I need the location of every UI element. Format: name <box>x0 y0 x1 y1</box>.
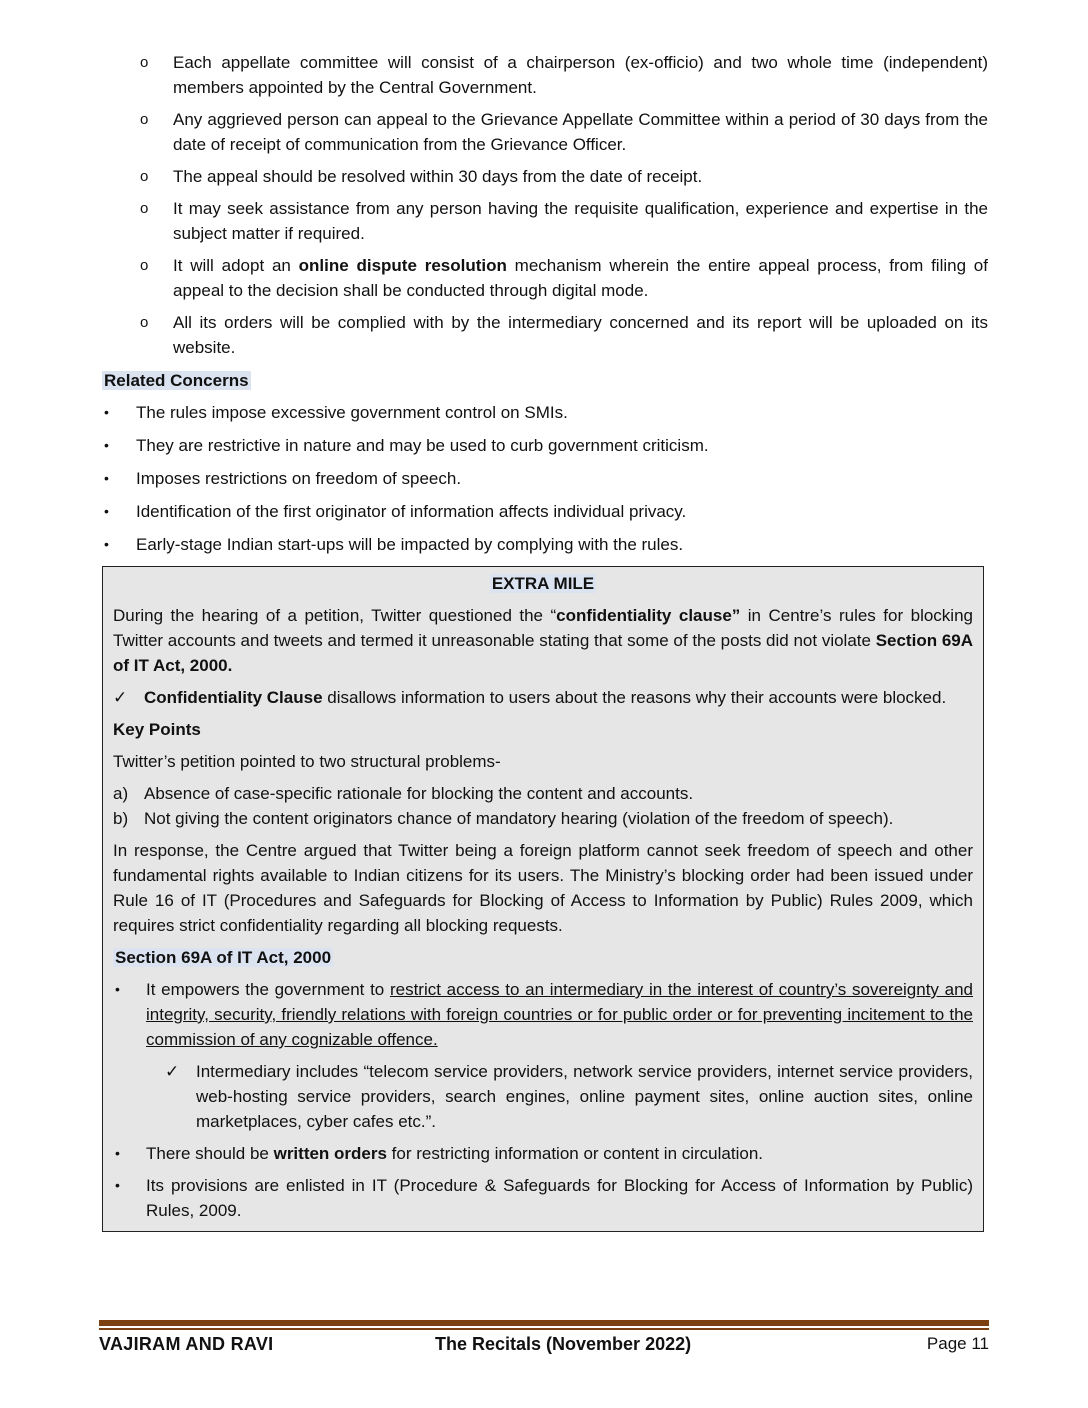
bullet-icon: • <box>104 437 109 453</box>
bullet-icon: • <box>104 404 109 420</box>
list-item: • The rules impose excessive government control on SMIs. <box>102 400 982 425</box>
bullet-icon: • <box>104 503 109 519</box>
section-point: • It empowers the government to restrict access to an intermediary in the interest of country’s sovereignty and integrity, security, friendly relations with foreign countries or for public order or for preventing incitement to the commission of any cognizable offence. <box>113 977 973 1052</box>
page-footer <box>99 1334 989 1358</box>
petition-intro: Twitter’s petition pointed to two structural problems- <box>113 752 501 771</box>
response-paragraph: In response, the Centre argued that Twitter being a foreign platform cannot seek freedom of speech and other fundamental rights available to Indian citizens for its users. The Ministry’s blocking order had been issued under Rule 16 of IT (Procedures and Safeguards for Blocking of Access to Information by Public) Rules 2009, which requires strict confidentiality regarding all blocking requests. <box>113 841 973 935</box>
intro-paragraph: During the hearing of a petition, Twitter questioned the “confidentiality clause” in Centre’s rules for blocking Twitter accounts and tweets and termed it unreasonable stating that some of the posts did not violate Section 69A of IT Act, 2000. <box>113 606 974 675</box>
intermediary-item: ✓ Intermediary includes “telecom service providers, network service providers, internet service providers, web-hosting service providers, search engines, online payment sites, online auction sites, online marketplaces, cyber cafes etc.”. <box>165 1059 973 1134</box>
section-point: • Its provisions are enlisted in IT (Procedure & Safeguards for Blocking for Access of Information by Public) Rules, 2009. <box>113 1173 973 1223</box>
footer-publisher: VAJIRAM AND RAVI <box>99 1334 274 1354</box>
list-item: o All its orders will be complied with by the intermediary concerned and its report will be uploaded on its website. <box>140 310 988 360</box>
list-item: o The appeal should be resolved within 30 days from the date of receipt. <box>140 164 988 189</box>
circle-bullet-icon: o <box>140 314 149 331</box>
list-item: o It will adopt an online dispute resolution mechanism wherein the entire appeal process, from filing of appeal to the decision shall be conducted through digital mode. <box>140 253 988 303</box>
circle-bullet-icon: o <box>140 168 149 185</box>
section-point: • There should be written orders for restricting information or content in circulation. <box>113 1141 973 1166</box>
circle-bullet-icon: o <box>140 111 149 128</box>
page-number: Page 11 <box>926 1334 989 1353</box>
checkmark-icon: ✓ <box>113 688 128 707</box>
circle-bullet-icon: o <box>140 54 149 71</box>
bullet-icon: • <box>115 981 120 997</box>
checkmark-icon: ✓ <box>165 1062 180 1081</box>
list-item: • They are restrictive in nature and may be used to curb government criticism. <box>102 433 982 458</box>
list-item: o It may seek assistance from any person having the requisite qualification, experience and expertise in the subject matter if required. <box>140 196 988 246</box>
list-item: o Any aggrieved person can appeal to the Grievance Appellate Committee within a period of 30 days from the date of receipt of communication from the Grievance Officer. <box>140 107 988 157</box>
problem-item: a) Absence of case-specific rationale for blocking the content and accounts. <box>113 784 694 803</box>
list-item: o Each appellate committee will consist of a chairperson (ex-officio) and two whole time (independent) members appointed by the Central Government. <box>140 50 988 100</box>
footer-publication: The Recitals (November 2022) <box>435 1334 692 1354</box>
extra-mile-title: EXTRA MILE <box>491 574 595 593</box>
list-item: • Identification of the first originator of information affects individual privacy. <box>102 499 982 524</box>
list-item: • Early-stage Indian start-ups will be impacted by complying with the rules. <box>102 532 982 557</box>
confidentiality-clause-item: ✓ Confidentiality Clause disallows information to users about the reasons why their accounts were blocked. <box>113 685 973 710</box>
appellate-committee-sublist <box>140 50 988 367</box>
bullet-icon: • <box>115 1177 120 1193</box>
problem-item: b) Not giving the content originators chance of mandatory hearing (violation of the freedom of speech). <box>113 809 894 828</box>
extra-mile-box <box>102 566 984 1232</box>
related-concerns-heading: Related Concerns <box>104 371 249 390</box>
key-points-heading: Key Points <box>113 720 201 739</box>
related-concerns-list <box>102 400 982 565</box>
bullet-icon: • <box>115 1145 120 1161</box>
footer-rule-thin <box>99 1328 989 1330</box>
circle-bullet-icon: o <box>140 257 149 274</box>
circle-bullet-icon: o <box>140 200 149 217</box>
bullet-icon: • <box>104 470 109 486</box>
footer-rule <box>99 1320 989 1326</box>
section-69a-heading: Section 69A of IT Act, 2000 <box>115 948 332 967</box>
bullet-icon: • <box>104 536 109 552</box>
list-item: • Imposes restrictions on freedom of speech. <box>102 466 982 491</box>
